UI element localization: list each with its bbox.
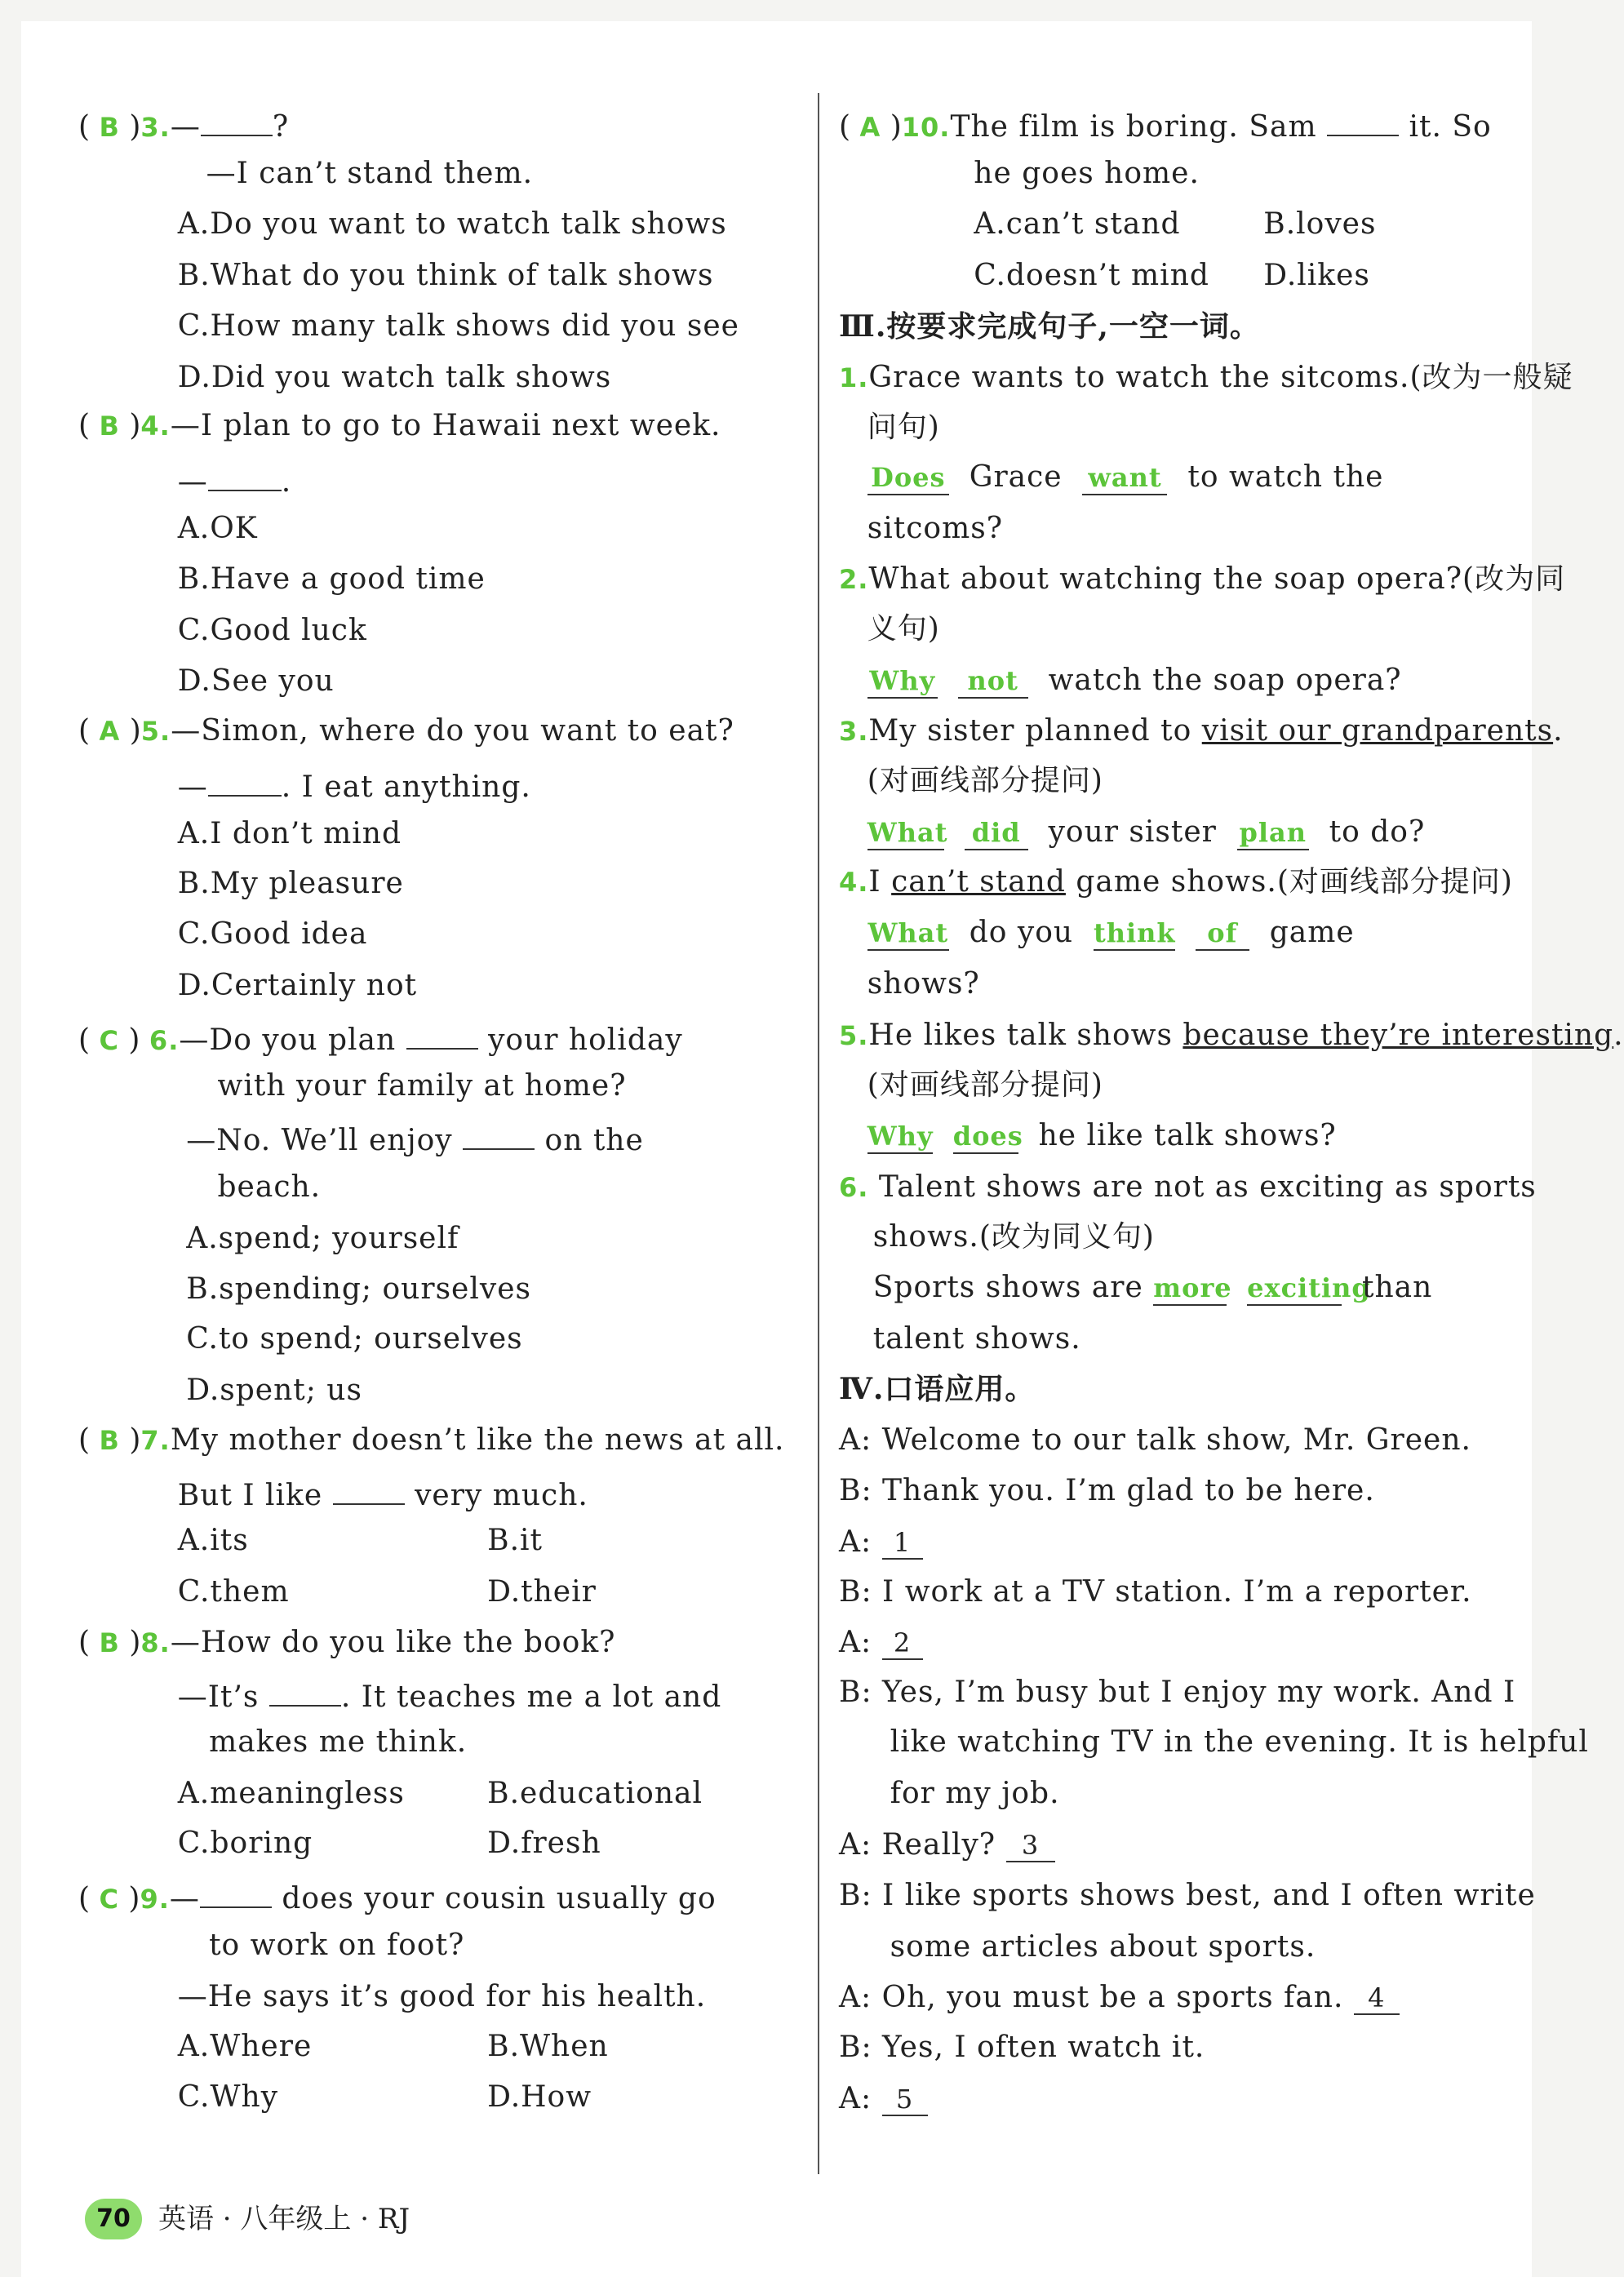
option: D.How <box>487 2080 592 2115</box>
worksheet-page <box>21 21 1624 2277</box>
option: A.spend; yourself <box>186 1221 459 1255</box>
option: A.meaningless <box>177 1776 405 1810</box>
s6-answer: Sports shows are more exciting than <box>872 1271 1433 1305</box>
option: B.What do you think of talk shows <box>177 258 714 292</box>
option: A.Where <box>177 2029 313 2063</box>
dialogue-blank-line: A: 5 <box>839 2080 928 2118</box>
option: B.Have a good time <box>177 562 486 597</box>
question-5-stem: ( A )5.—Simon, where do you want to eat? <box>78 714 734 748</box>
s6-answer-cont: talent shows. <box>872 1322 1081 1356</box>
dialogue-line: B: Yes, I’m busy but I enjoy my work. And I <box>839 1676 1516 1710</box>
s6-prompt: 6. Talent shows are not as exciting as sports <box>839 1170 1537 1204</box>
s4-answer: What do you think of game <box>867 916 1355 950</box>
question-9-stem-cont: to work on foot? <box>209 1929 465 1963</box>
s5-prompt-cont: (对画线部分提问) <box>867 1067 1103 1102</box>
dialogue-line-cont: for my job. <box>890 1776 1060 1810</box>
option: B.spending; ourselves <box>186 1272 531 1307</box>
s3-answer: What did your sister plan to do? <box>867 814 1426 849</box>
answer-blank <box>208 459 282 491</box>
dialogue-line: B: Yes, I often watch it. <box>839 2031 1205 2065</box>
option: C.How many talk shows did you see <box>177 309 739 344</box>
column-divider <box>818 93 819 2174</box>
option: A.OK <box>177 511 258 545</box>
answer-blank <box>333 1472 405 1505</box>
s6-prompt-cont: shows.(改为同义句) <box>872 1219 1155 1254</box>
answer-blank <box>200 1875 272 1908</box>
answer-blank <box>208 764 282 797</box>
dialogue-blank-line: A: 1 <box>839 1524 923 1561</box>
s1-answer: Does Grace want to watch the <box>867 459 1384 496</box>
option: C.Why <box>177 2080 279 2115</box>
option: A.Do you want to watch talk shows <box>177 207 727 242</box>
s2-prompt: 2.What about watching the soap opera?(改为同 <box>839 562 1566 597</box>
s5-prompt: 5.He likes talk shows because they’re interesting. <box>839 1018 1624 1052</box>
question-4-reply: — . <box>178 459 291 501</box>
question-4-stem: ( B )4.—I plan to go to Hawaii next week. <box>78 409 721 443</box>
option: C.to spend; ourselves <box>186 1322 523 1356</box>
dialogue-line: B: I work at a TV station. I’m a reporter. <box>839 1574 1472 1609</box>
s4-answer-cont: shows? <box>867 967 980 1001</box>
question-6-stem: ( C ) 6.—Do you plan your holiday <box>78 1017 683 1059</box>
option: D.their <box>487 1574 597 1609</box>
option: C.doesn’t mind <box>974 258 1209 292</box>
answer-blank <box>269 1674 341 1707</box>
answer-blank <box>201 104 273 136</box>
option: A.I don’t mind <box>177 816 402 850</box>
dialogue-line: A: Welcome to our talk show, Mr. Green. <box>839 1423 1471 1457</box>
answer-blank <box>463 1117 535 1150</box>
section-3-title: Ⅲ.按要求完成句子,一空一词。 <box>839 309 1260 344</box>
option: B.My pleasure <box>177 866 404 900</box>
option: D.likes <box>1263 258 1370 292</box>
dialogue-blank-line: A: Really? 3 <box>839 1826 1055 1864</box>
s5-answer: Why does he like talk shows? <box>867 1119 1337 1153</box>
s1-prompt-cont: 问句) <box>867 411 940 445</box>
dialogue-blank-line: A: 2 <box>839 1624 923 1662</box>
question-3-stem: ( B )3.— ? <box>78 104 289 146</box>
question-10-stem-cont: he goes home. <box>974 156 1200 190</box>
option: C.boring <box>177 1826 313 1860</box>
s2-prompt-cont: 义句) <box>867 612 940 646</box>
question-8-reply-cont: makes me think. <box>209 1725 468 1760</box>
option: B.it <box>487 1524 543 1558</box>
s3-prompt: 3.My sister planned to visit our grandparents. <box>839 714 1564 748</box>
option: D.Certainly not <box>177 968 418 1002</box>
section-4-title: Ⅳ.口语应用。 <box>839 1372 1036 1406</box>
option: C.them <box>177 1574 290 1609</box>
option: B.educational <box>487 1776 703 1810</box>
question-7-stem: ( B )7.My mother doesn’t like the news at all. <box>78 1423 785 1457</box>
dialogue-line-cont: some articles about sports. <box>890 1929 1316 1964</box>
option: B.loves <box>1263 207 1377 242</box>
page-number-badge: 70 <box>85 2199 142 2239</box>
question-6-reply: —No. We’ll enjoy on the <box>186 1117 644 1160</box>
option: D.fresh <box>487 1826 601 1860</box>
dialogue-blank-line: A: Oh, you must be a sports fan. 4 <box>839 1979 1400 2017</box>
question-5-reply: — . I eat anything. <box>178 764 531 806</box>
option: A.its <box>177 1524 249 1558</box>
question-6-reply-cont: beach. <box>217 1170 322 1204</box>
question-9-reply: —He says it’s good for his health. <box>177 1979 707 2013</box>
question-8-reply: —It’s . It teaches me a lot and <box>178 1674 721 1716</box>
answer-blank <box>406 1017 478 1050</box>
dialogue-line-cont: like watching TV in the evening. It is helpful <box>890 1725 1589 1760</box>
option: A.can’t stand <box>974 207 1181 242</box>
option: C.Good idea <box>177 917 368 952</box>
s3-prompt-cont: (对画线部分提问) <box>867 764 1103 798</box>
question-8-stem: ( B )8.—How do you like the book? <box>78 1626 616 1660</box>
option: C.Good luck <box>177 613 367 647</box>
s2-answer: Why not watch the soap opera? <box>867 662 1402 699</box>
footer-subject: 英语 · 八年级上 · RJ <box>158 2203 410 2235</box>
option: D.spent; us <box>186 1373 362 1407</box>
answer-blank <box>1327 104 1399 136</box>
option: D.See you <box>177 664 335 699</box>
question-6-stem-cont: with your family at home? <box>217 1069 627 1103</box>
question-10-stem: ( A )10.The film is boring. Sam it. So <box>839 104 1492 146</box>
answer-letter: B <box>99 111 120 143</box>
dialogue-line: B: Thank you. I’m glad to be here. <box>839 1474 1375 1508</box>
dialogue-line: B: I like sports shows best, and I often write <box>839 1879 1536 1913</box>
s1-answer-cont: sitcoms? <box>867 511 1003 545</box>
question-7-stem-cont: But I like very much. <box>178 1472 588 1515</box>
option: B.When <box>487 2029 609 2063</box>
option: D.Did you watch talk shows <box>177 361 612 395</box>
s1-prompt: 1.Grace wants to watch the sitcoms.(改为一般疑 <box>839 361 1573 395</box>
question-3-reply: —I can’t stand them. <box>206 156 534 190</box>
question-9-stem: ( C )9.— does your cousin usually go <box>78 1875 717 1918</box>
s4-prompt: 4.I can’t stand game shows.(对画线部分提问) <box>839 864 1513 899</box>
